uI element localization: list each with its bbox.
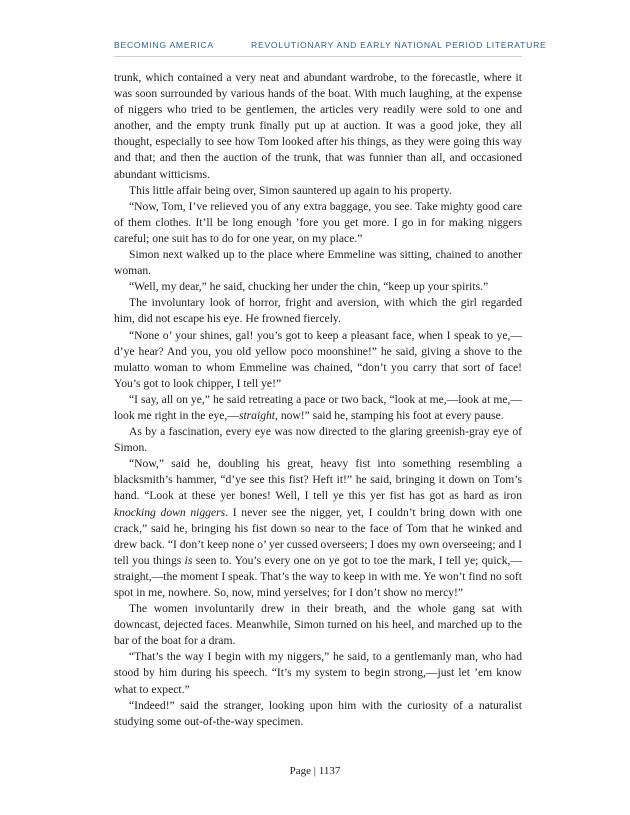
- text-run: “Now,” said he, doubling his great, heavy fist into something resembling a blacksmith’s hammer, “d’ye see this fist? Heft it!” he said, bringing it down on Tom’s hand. “Look at these yer bones! Well, I tell ye this yer fist has got as hard as iron: [114, 457, 522, 503]
- page-footer: [0, 765, 630, 777]
- body-text: [114, 70, 522, 730]
- text-run: The involuntary look of horror, fright and aversion, with which the girl regarded him, did not escape his eye. He frowned fiercely.: [114, 296, 522, 326]
- text-run: . I never see the nigger, yet, I couldn’t bring down with one crack,” said he, bringing his fist down so near to the face of Tom that he winked and drew back. “I don’t keep none o’ yer cussed overseers; I does my own overseeing; and I tell you things: [114, 505, 522, 567]
- paragraph: [114, 601, 522, 649]
- page-label: Page: [289, 765, 312, 777]
- text-run: “Indeed!” said the stranger, looking upon him with the curiosity of a naturalist studying some out-of-the-way specimen.: [114, 698, 522, 728]
- text-run: As by a fascination, every eye was now directed to the glaring greenish-gray eye of Simon.: [114, 425, 522, 455]
- text-run: This little affair being over, Simon sauntered up again to his property.: [129, 183, 452, 197]
- text-run: seen to. You’s every one on ye got to toe the mark, I tell ye; quick,—straight,—the moment I speak. That’s the way to keep in with me. Ye won’t find no soft spot in me, nowhere. So, now, mind yerselves; for I don’t show no mercy!”: [114, 553, 522, 599]
- header-divider: [114, 56, 522, 57]
- text-run: “Well, my dear,” he said, chucking her under the chin, “keep up your spirits.”: [129, 280, 489, 294]
- text-run: , now!” said he, stamping his foot at every pause.: [275, 408, 504, 422]
- paragraph: [114, 698, 522, 730]
- text-run: The women involuntarily drew in their breath, and the whole gang sat with downcast, dejected faces. Meanwhile, Simon turned on his heel, and marched up to the bar of the boat for a dram.: [114, 602, 522, 648]
- running-header: [114, 40, 547, 50]
- italic-text: straight: [238, 408, 276, 422]
- paragraph: [114, 392, 522, 424]
- paragraph: [114, 183, 522, 199]
- paragraph: [114, 247, 522, 279]
- text-run: “Now, Tom, I’ve relieved you of any extra baggage, you see. Take mighty good care of them clothes. It’ll be long enough ’fore you get more. I go in for making niggers careful; one suit has to do for one year, on my place.”: [114, 199, 522, 245]
- paragraph: [114, 328, 522, 392]
- paragraph: [114, 279, 522, 295]
- section-title: REVOLUTIONARY AND EARLY NATIONAL PERIOD LITERATURE: [251, 40, 547, 50]
- book-title: BECOMING AMERICA: [114, 40, 214, 50]
- page-number: 1137: [318, 765, 341, 777]
- text-run: “I say, all on ye,” he said retreating a pace or two back, “look at me,—look at me,—look me right in the eye,—: [114, 392, 522, 422]
- italic-text: is: [184, 553, 193, 567]
- paragraph: [114, 649, 522, 697]
- text-run: trunk, which contained a very neat and abundant wardrobe, to the forecastle, where it was soon surrounded by various hands of the boat. With much laughing, at the expense of niggers who tried to be gentlemen, the articles very readily were sold to one and another, and the empty trunk finally put up at auction. It was a good joke, they all thought, especially to see how Tom looked after his things, as they were going this way and that; and then the auction of the trunk, that was funnier than all, and occasioned abundant witticisms.: [114, 71, 522, 181]
- paragraph: [114, 456, 522, 601]
- paragraph: [114, 424, 522, 456]
- paragraph: [114, 70, 522, 183]
- text-run: “That’s the way I begin with my niggers,” he said, to a gentlemanly man, who had stood by him during his speech. “It’s my system to begin strong,—just let ’em know what to expect.”: [114, 650, 522, 696]
- paragraph: [114, 199, 522, 247]
- text-run: “None o’ your shines, gal! you’s got to keep a pleasant face, when I speak to ye,—d’ye hear? And you, you old yellow poco moonshine!” he said, giving a shove to the mulatto woman to whom Emmeline was chained, “don’t you carry that sort of face! You’s got to look chipper, I tell ye!”: [114, 328, 522, 390]
- text-run: Simon next walked up to the place where Emmeline was sitting, chained to another woman.: [114, 248, 522, 278]
- page-separator: |: [313, 765, 316, 777]
- italic-text: knocking down niggers: [114, 505, 226, 519]
- paragraph: [114, 295, 522, 327]
